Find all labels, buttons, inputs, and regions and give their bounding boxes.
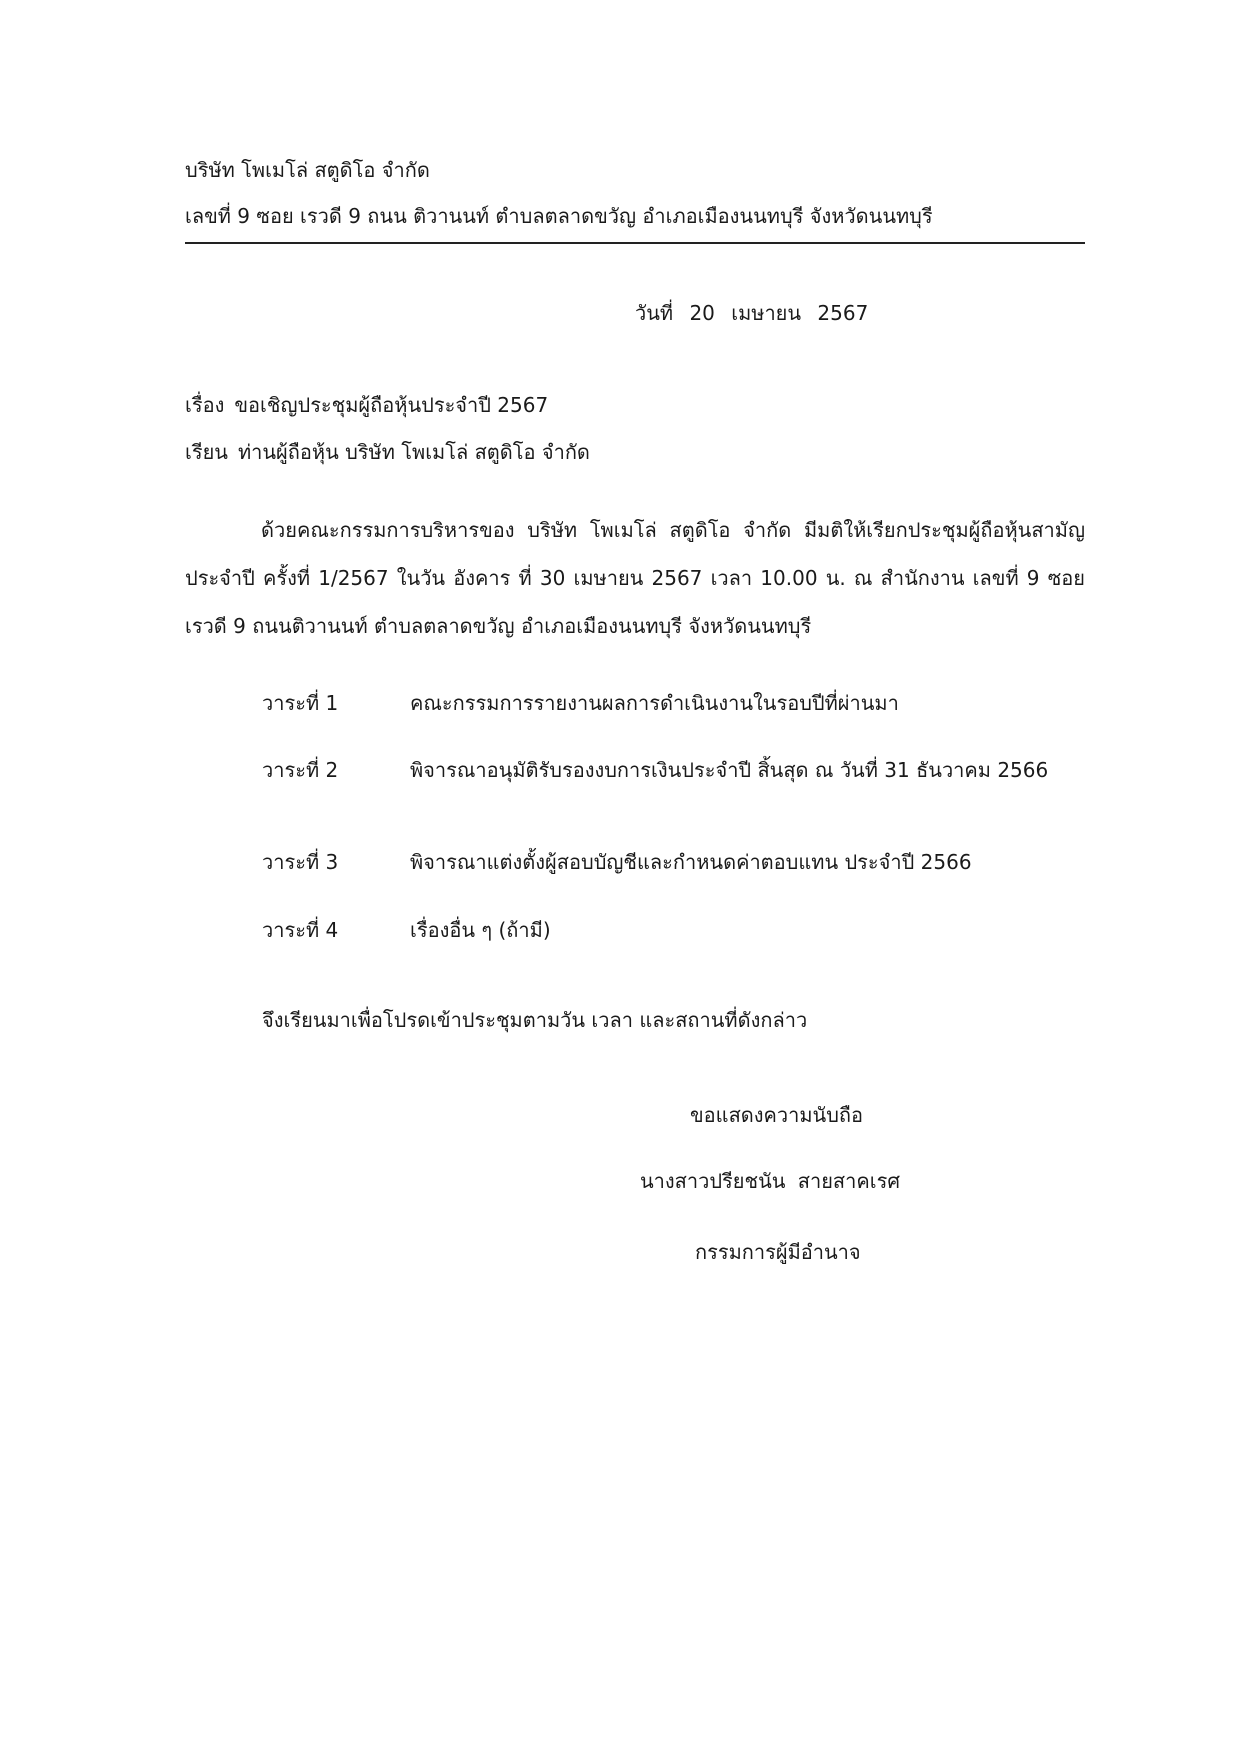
agenda-item-label: วาระที่ 3	[262, 850, 339, 874]
agenda-item-text: พิจารณาอนุมัติรับรองงบการเงินประจำปี สิ้นสุด ณ วันที่ 31 ธันวาคม 2566	[410, 758, 1049, 782]
salutation-text: ท่านผู้ถือหุ้น บริษัท โพเมโล่ สตูดิโอ จำกัด	[237, 440, 590, 464]
signature-regards: ขอแสดงความนับถือ	[690, 1103, 864, 1127]
agenda-item-text: คณะกรรมการรายงานผลการดำเนินงานในรอบปีที่ผ่านมา	[410, 691, 899, 715]
signer-name: นางสาวปรียชนัน สายสาคเรศ	[640, 1169, 901, 1193]
subject-line	[185, 393, 548, 417]
body-paragraph: ด้วยคณะกรรมการบริหารของ บริษัท โพเมโล่ สตูดิโอ จำกัด มีมติให้เรียกประชุมผู้ถือหุ้นสามัญประจำปี ครั้งที่ 1/2567 ในวัน อังคาร ที่ 30 เมษายน 2567 เวลา 10.00 น. ณ สำนักงาน เลขที่ 9 ซอยเรวดี 9 ถนนติวานนท์ ตำบลตลาดขวัญ อำเภอเมืองนนทบุรี จังหวัดนนทบุรี	[185, 518, 1085, 638]
company-name: บริษัท โพเมโล่ สตูดิโอ จำกัด	[185, 158, 430, 182]
company-address: เลขที่ 9 ซอย เรวดี 9 ถนน ติวานนท์ ตำบลตลาดขวัญ อำเภอเมืองนนทบุรี จังหวัดนนทบุรี	[185, 204, 933, 228]
agenda-item-label: วาระที่ 1	[262, 691, 339, 715]
salutation-line	[185, 440, 590, 464]
letter-date: วันที่ 20 เมษายน 2567	[635, 301, 869, 325]
agenda-item-text: เรื่องอื่น ๆ (ถ้ามี)	[410, 918, 551, 942]
agenda-item-label: วาระที่ 2	[262, 758, 339, 782]
subject-text: ขอเชิญประชุมผู้ถือหุ้นประจำปี 2567	[234, 393, 549, 417]
salutation-label: เรียน	[185, 440, 228, 464]
agenda-item-label: วาระที่ 4	[262, 918, 339, 942]
header-divider	[185, 242, 1085, 244]
signer-title: กรรมการผู้มีอำนาจ	[695, 1240, 861, 1264]
subject-label: เรื่อง	[185, 393, 225, 417]
agenda-item-text: พิจารณาแต่งตั้งผู้สอบบัญชีและกำหนดค่าตอบแทน ประจำปี 2566	[410, 850, 972, 874]
closing-sentence: จึงเรียนมาเพื่อโปรดเข้าประชุมตามวัน เวลา และสถานที่ดังกล่าว	[262, 1008, 808, 1032]
